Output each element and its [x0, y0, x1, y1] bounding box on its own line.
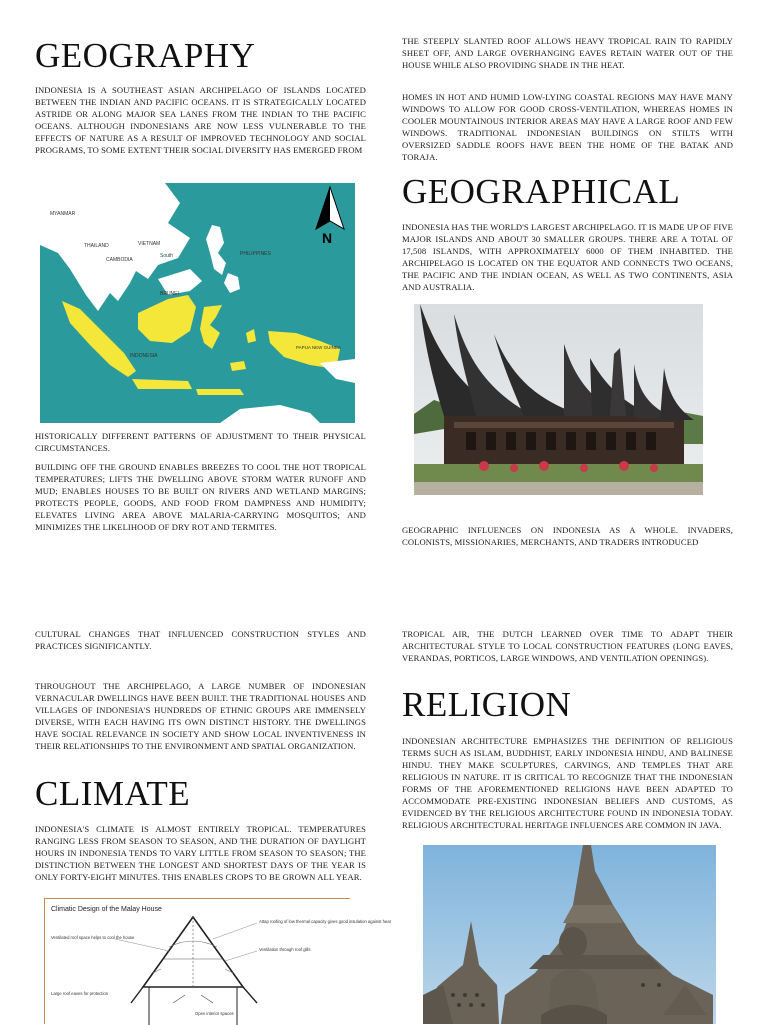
- map-label-philippines: PHILIPPINES: [240, 251, 271, 257]
- map-label-north: N: [322, 230, 333, 246]
- minangkabau-house-photo: [414, 304, 703, 495]
- diagram-note-attap: Attap roofing of low thermal capacity gives good insulation against heat: [259, 919, 391, 924]
- religion-paragraph: INDONESIAN ARCHITECTURE EMPHASIZES THE DEFINITION OF RELIGIOUS TERMS SUCH AS ISLAM, BUDDHIST, EARLY INDONESIA HINDU, AND BALINESE HINDU. THEY MAKE SCULPTURES, CARVINGS, AND TEMPLES THAT ARE RELIGIOUS IN NATURE. IT IS CRITICAL TO RECOGNIZE THAT THE INDONESIAN FORMS OF THE AFOREMENTIONED RELIGIONS HAVE BEEN ADAPTED TO ACCOMMODATE PRE-EXISTING INDONESIAN BELIEFS AND CUSTOMS, AS EVIDENCED BY THE RELIGIOUS ARCHITECTURE FOUND IN INDONESIA TODAY. RELIGIOUS ARCHITECTURAL HERITAGE INFLUENCES ARE COMMON IN JAVA.: [402, 736, 733, 830]
- homes-paragraph: HOMES IN HOT AND HUMID LOW-LYING COASTAL REGIONS MAY HAVE MANY WINDOWS TO ALLOW FOR GOOD CROSS-VENTILATION, WHEREAS HOMES IN COOLER MOUNTAINOUS INTERIOR AREAS MAY HAVE A LARGE ROOF AND FEW WINDOWS. TRADITIONAL INDONESIAN BUILDINGS ON STILTS WITH OVERSIZED SADDLE ROOFS HAVE BEEN THE HOME OF THE BATAK AND TORAJA.: [402, 92, 733, 162]
- map-label-south: South: [160, 253, 174, 259]
- cultural-paragraph: CULTURAL CHANGES THAT INFLUENCED CONSTRUCTION STYLES AND PRACTICES SIGNIFICANTLY.: [35, 629, 366, 651]
- vernacular-paragraph: THROUGHOUT THE ARCHIPELAGO, A LARGE NUMBER OF INDONESIAN VERNACULAR DWELLINGS HAVE BEEN BUILT. THE TRADITIONAL HOUSES AND VILLAGES OF INDONESIA'S HUNDREDS OF ETHNIC GROUPS ARE IMMENSELY DIVERSE, WITH EACH HAVING ITS OWN DISTINCT HISTORY. THE DWELLINGS HAVE SOCIAL RELEVANCE IN SOCIETY AND SHOW LOCAL INVENTIVENESS IN THEIR RELATIONSHIPS TO THE ENVIRONMENT AND SPATIAL ORGANIZATION.: [35, 681, 366, 751]
- historical-paragraph: HISTORICALLY DIFFERENT PATTERNS OF ADJUSTMENT TO THEIR PHYSICAL CIRCUMSTANCES.: [35, 431, 366, 453]
- borobudur-photo: [423, 845, 716, 1024]
- tropical-paragraph: TROPICAL AIR, THE DUTCH LEARNED OVER TIME TO ADAPT THEIR ARCHITECTURAL STYLE TO LOCAL CONSTRUCTION FEATURES (LONG EAVES, VERANDAS, PORTICOS, LARGE WINDOWS, AND VENTILATION OPENINGS).: [402, 629, 733, 663]
- geographical-heading: GEOGRAPHICAL: [402, 172, 681, 211]
- southeast-asia-map: [40, 183, 355, 423]
- diagram-note-gills: Ventilation through roof gills: [259, 947, 311, 952]
- map-label-indonesia: INDONESIA: [130, 353, 158, 359]
- diagram-title: Climatic Design of the Malay House: [51, 906, 162, 913]
- climate-paragraph: INDONESIA'S CLIMATE IS ALMOST ENTIRELY TROPICAL. TEMPERATURES RANGING LESS FROM SEASON TO SEASON, AND THE DURATION OF DAYLIGHT HOURS IN INDONESIA TENDS TO VARY LITTLE FROM SEASON TO SEASON; THE DISTINCTION BETWEEN THE LONGEST AND SHORTEST DAYS OF THE YEAR IS ONLY FORTY-EIGHT MINUTES. THIS ENABLES CROPS TO BE GROWN ALL YEAR.: [35, 824, 366, 882]
- climatic-design-diagram: [44, 898, 391, 1024]
- climate-heading: CLIMATE: [35, 774, 191, 813]
- diagram-note-ventilated: Ventilated roof space helps to cool the house: [51, 935, 135, 940]
- geographical-paragraph: INDONESIA HAS THE WORLD'S LARGEST ARCHIPELAGO. IT IS MADE UP OF FIVE MAJOR ISLANDS AND ABOUT 30 SMALLER GROUPS. THERE ARE A TOTAL OF 17,508 ISLANDS, WITH APPROXIMATELY 6000 OF THEM INHABITED. THE ARCHIPELAGO IS LOCATED ON THE EQUATOR AND CONNECTS TWO OCEANS, THE PACIFIC AND THE INDIAN OCEAN, AS WELL AS TWO CONTINENTS, ASIA AND AUSTRALIA.: [402, 222, 733, 292]
- map-label-myanmar: MYANMAR: [50, 211, 76, 217]
- geography-heading: GEOGRAPHY: [35, 36, 256, 75]
- building-paragraph: BUILDING OFF THE GROUND ENABLES BREEZES TO COOL THE HOT TROPICAL TEMPERATURES; LIFTS THE DWELLING ABOVE STORM WATER RUNOFF AND MUD; ENABLES HOUSES TO BE BUILT ON RIVERS AND WETLAND MARGINS; PROTECTS PEOPLE, GOODS, AND FOOD FROM DAMPNESS AND HUMIDITY; ELEVATES LIVING AREA ABOVE MALARIA-CARRYING MOSQUITOS; AND MINIMIZES THE LIKELIHOOD OF DRY ROT AND TERMITES.: [35, 462, 366, 532]
- diagram-note-eaves: Large roof eaves for protection: [51, 991, 109, 996]
- map-label-papua: PAPUA NEW GUINEA: [296, 345, 341, 350]
- diagram-note-interior: Open interior spaces: [195, 1011, 234, 1016]
- map-label-thailand: THAILAND: [84, 243, 109, 249]
- geography-paragraph: INDONESIA IS A SOUTHEAST ASIAN ARCHIPELAGO OF ISLANDS LOCATED BETWEEN THE INDIAN AND PACIFIC OCEANS. IT IS STRATEGICALLY LOCATED ASTRIDE OR ALONG MAJOR SEA LANES FROM THE INDIAN TO THE PACIFIC OCEANS. ALTHOUGH INDONESIANS ARE NOW LESS VULNERABLE TO THE EFFECTS OF NATURE AS A RESULT OF IMPROVED TECHNOLOGY AND SOCIAL PROGRAMS, TO SOME EXTENT THEIR SOCIAL DIVERSITY HAS EMERGED FROM: [35, 85, 366, 155]
- map-label-vietnam: VIETNAM: [138, 241, 161, 247]
- influences-paragraph: GEOGRAPHIC INFLUENCES ON INDONESIA AS A WHOLE. INVADERS, COLONISTS, MISSIONARIES, MERCHANTS, AND TRADERS INTRODUCED: [402, 525, 733, 547]
- religion-heading: RELIGION: [402, 685, 572, 724]
- map-label-brunei: BRUNEI: [160, 291, 179, 297]
- map-label-cambodia: CAMBODIA: [106, 257, 133, 263]
- roof-paragraph: THE STEEPLY SLANTED ROOF ALLOWS HEAVY TROPICAL RAIN TO RAPIDLY SHEET OFF, AND LARGE OVERHANGING EAVES RETAIN WATER OUT OF THE HOUSE WHILE ALSO PROVIDING SHADE IN THE HEAT.: [402, 36, 733, 70]
